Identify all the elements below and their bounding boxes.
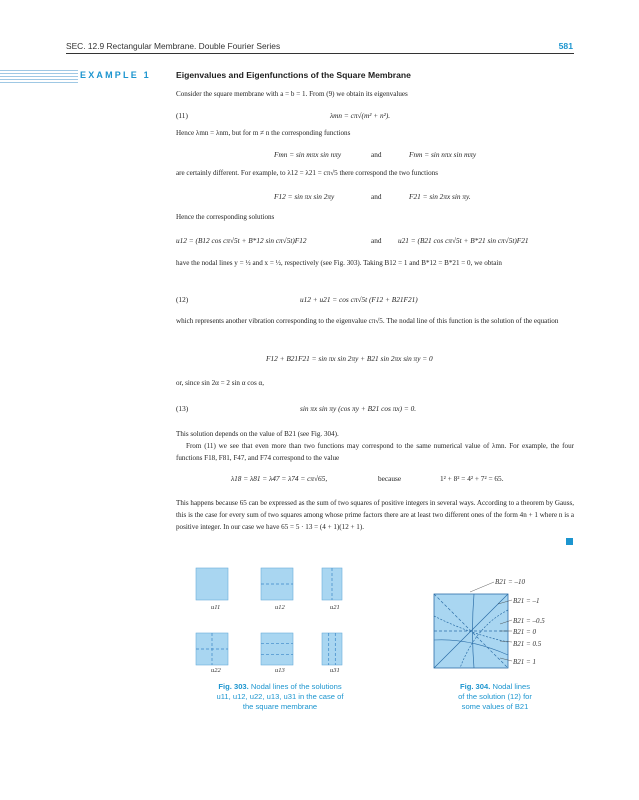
equation-u12: u12 = (B12 cos cπ√5t + B*12 sin cπ√5t)F12 <box>176 236 307 245</box>
paragraph-10: This happens because 65 can be expressed as the sum of two squares of positive integers in several ways. According to a theorem by Gauss, this is the case for every sum of two squares among whose prime factors there are at least two different ones of the form 4n + 1 where n is a positive integer. In our case we have 65 = 5 · 13 = (4 + 1)(12 + 1). <box>176 499 574 531</box>
equation-number-13: (13) <box>176 404 189 413</box>
fig303-caption-line2: u11, u12, u22, u13, u31 in the case of <box>216 692 344 701</box>
label-u21: u21 <box>330 604 340 611</box>
equation-nodal-line: F12 + B21F21 = sin πx sin 2πy + B21 sin 2πx sin πy = 0 <box>266 354 433 363</box>
equation-number-11: (11) <box>176 111 188 120</box>
running-header: SEC. 12.9 Rectangular Membrane. Double Fourier Series <box>66 41 281 51</box>
equation-12: u12 + u21 = cos cπ√5t (F12 + B21F21) <box>300 295 418 304</box>
equation-and-1: and <box>371 150 382 159</box>
fig303-caption-text: Nodal lines of the solutions <box>250 682 342 691</box>
fig303-caption <box>190 682 370 712</box>
square-u11 <box>196 568 228 600</box>
example-rule-decoration <box>0 70 78 83</box>
equation-fmn: Fmn = sin mπx sin nπy <box>274 150 342 159</box>
fig304-caption-line2: of the solution (12) for <box>458 692 532 701</box>
fig303-nodal-squares <box>190 563 370 678</box>
paragraph-6: which represents another vibration corresponding to the eigenvalue cπ√5. The nodal line of this function is the solution of the equation <box>176 317 559 325</box>
label-u13: u13 <box>275 667 285 674</box>
equation-fnm: Fnm = sin nπx sin mπy <box>409 150 477 159</box>
square-u31 <box>322 633 342 665</box>
page-number: 581 <box>558 41 573 51</box>
equation-f12: F12 = sin πx sin 2πy <box>274 192 335 201</box>
equation-f21: F21 = sin 2πx sin πy. <box>409 192 471 201</box>
equation-u21: u21 = (B21 cos cπ√5t + B*21 sin cπ√5t)F21 <box>398 236 529 245</box>
equation-13: sin πx sin πy (cos πy + B21 cos πx) = 0. <box>300 404 417 413</box>
fig304-caption-text: Nodal lines <box>492 682 531 691</box>
equation-because: because <box>378 474 402 483</box>
square-u12 <box>261 568 293 600</box>
fig304-label-b-0: B21 = 0 <box>513 628 536 636</box>
fig304-label-b-05: B21 = 0.5 <box>513 640 542 648</box>
square-u22 <box>196 633 228 665</box>
equation-and-2: and <box>371 192 382 201</box>
square-u13 <box>261 633 293 665</box>
paragraph-2: Hence λmn = λnm, but for m ≠ n the corresponding functions <box>176 129 351 137</box>
fig304-label-b-neg05: B21 = –0.5 <box>513 617 545 625</box>
paragraph-1: Consider the square membrane with a = b = 1. From (9) we obtain its eigenvalues <box>176 90 408 98</box>
fig304-label-b-neg10: B21 = –10 <box>495 578 525 586</box>
square-u21 <box>322 568 342 600</box>
paragraph-4: Hence the corresponding solutions <box>176 213 275 221</box>
label-u31: u31 <box>330 667 340 674</box>
example-label: EXAMPLE 1 <box>80 70 151 80</box>
example-title: Eigenvalues and Eigenfunctions of the Square Membrane <box>176 70 411 80</box>
header-rule <box>66 53 574 54</box>
end-of-example-marker <box>566 538 573 545</box>
paragraph-5: have the nodal lines y = ½ and x = ½, respectively (see Fig. 303). Taking B12 = 1 and B*12 = B*21 = 0, we obtain <box>176 259 502 267</box>
paragraph-9: From (11) we see that even more than two functions may correspond to the same numerical value of λmn. For example, the four functions F18, F81, F47, and F74 correspond to the value <box>176 442 574 462</box>
label-u12: u12 <box>275 604 285 611</box>
equation-number-12: (12) <box>176 295 189 304</box>
equation-sum-squares: 1² + 8² = 4² + 7² = 65. <box>440 474 504 483</box>
fig303-caption-line3: the square membrane <box>242 702 318 711</box>
fig303-caption-label: Fig. 303. <box>218 682 249 691</box>
equation-and-3: and <box>371 236 382 245</box>
equation-lambda-65: λ18 = λ81 = λ47 = λ74 = cπ√65, <box>231 474 328 483</box>
fig304-caption-line3: some values of B21 <box>461 702 529 711</box>
fig304-caption-label: Fig. 304. <box>459 682 491 691</box>
paragraph-8: This solution depends on the value of B21 (see Fig. 304). <box>176 430 339 438</box>
fig304-caption <box>430 682 560 712</box>
paragraph-3: are certainly different. For example, to λ12 = λ21 = cπ√5 there correspond the two functions <box>176 169 438 177</box>
paragraph-7: or, since sin 2α = 2 sin α cos α, <box>176 379 264 387</box>
label-u22: u22 <box>211 667 221 674</box>
fig304-label-b-1: B21 = 1 <box>513 658 536 666</box>
equation-11: λmn = cπ√(m² + n²). <box>330 111 391 120</box>
label-u11: u11 <box>211 604 221 611</box>
fig304-label-b-neg1: B21 = –1 <box>513 597 540 605</box>
